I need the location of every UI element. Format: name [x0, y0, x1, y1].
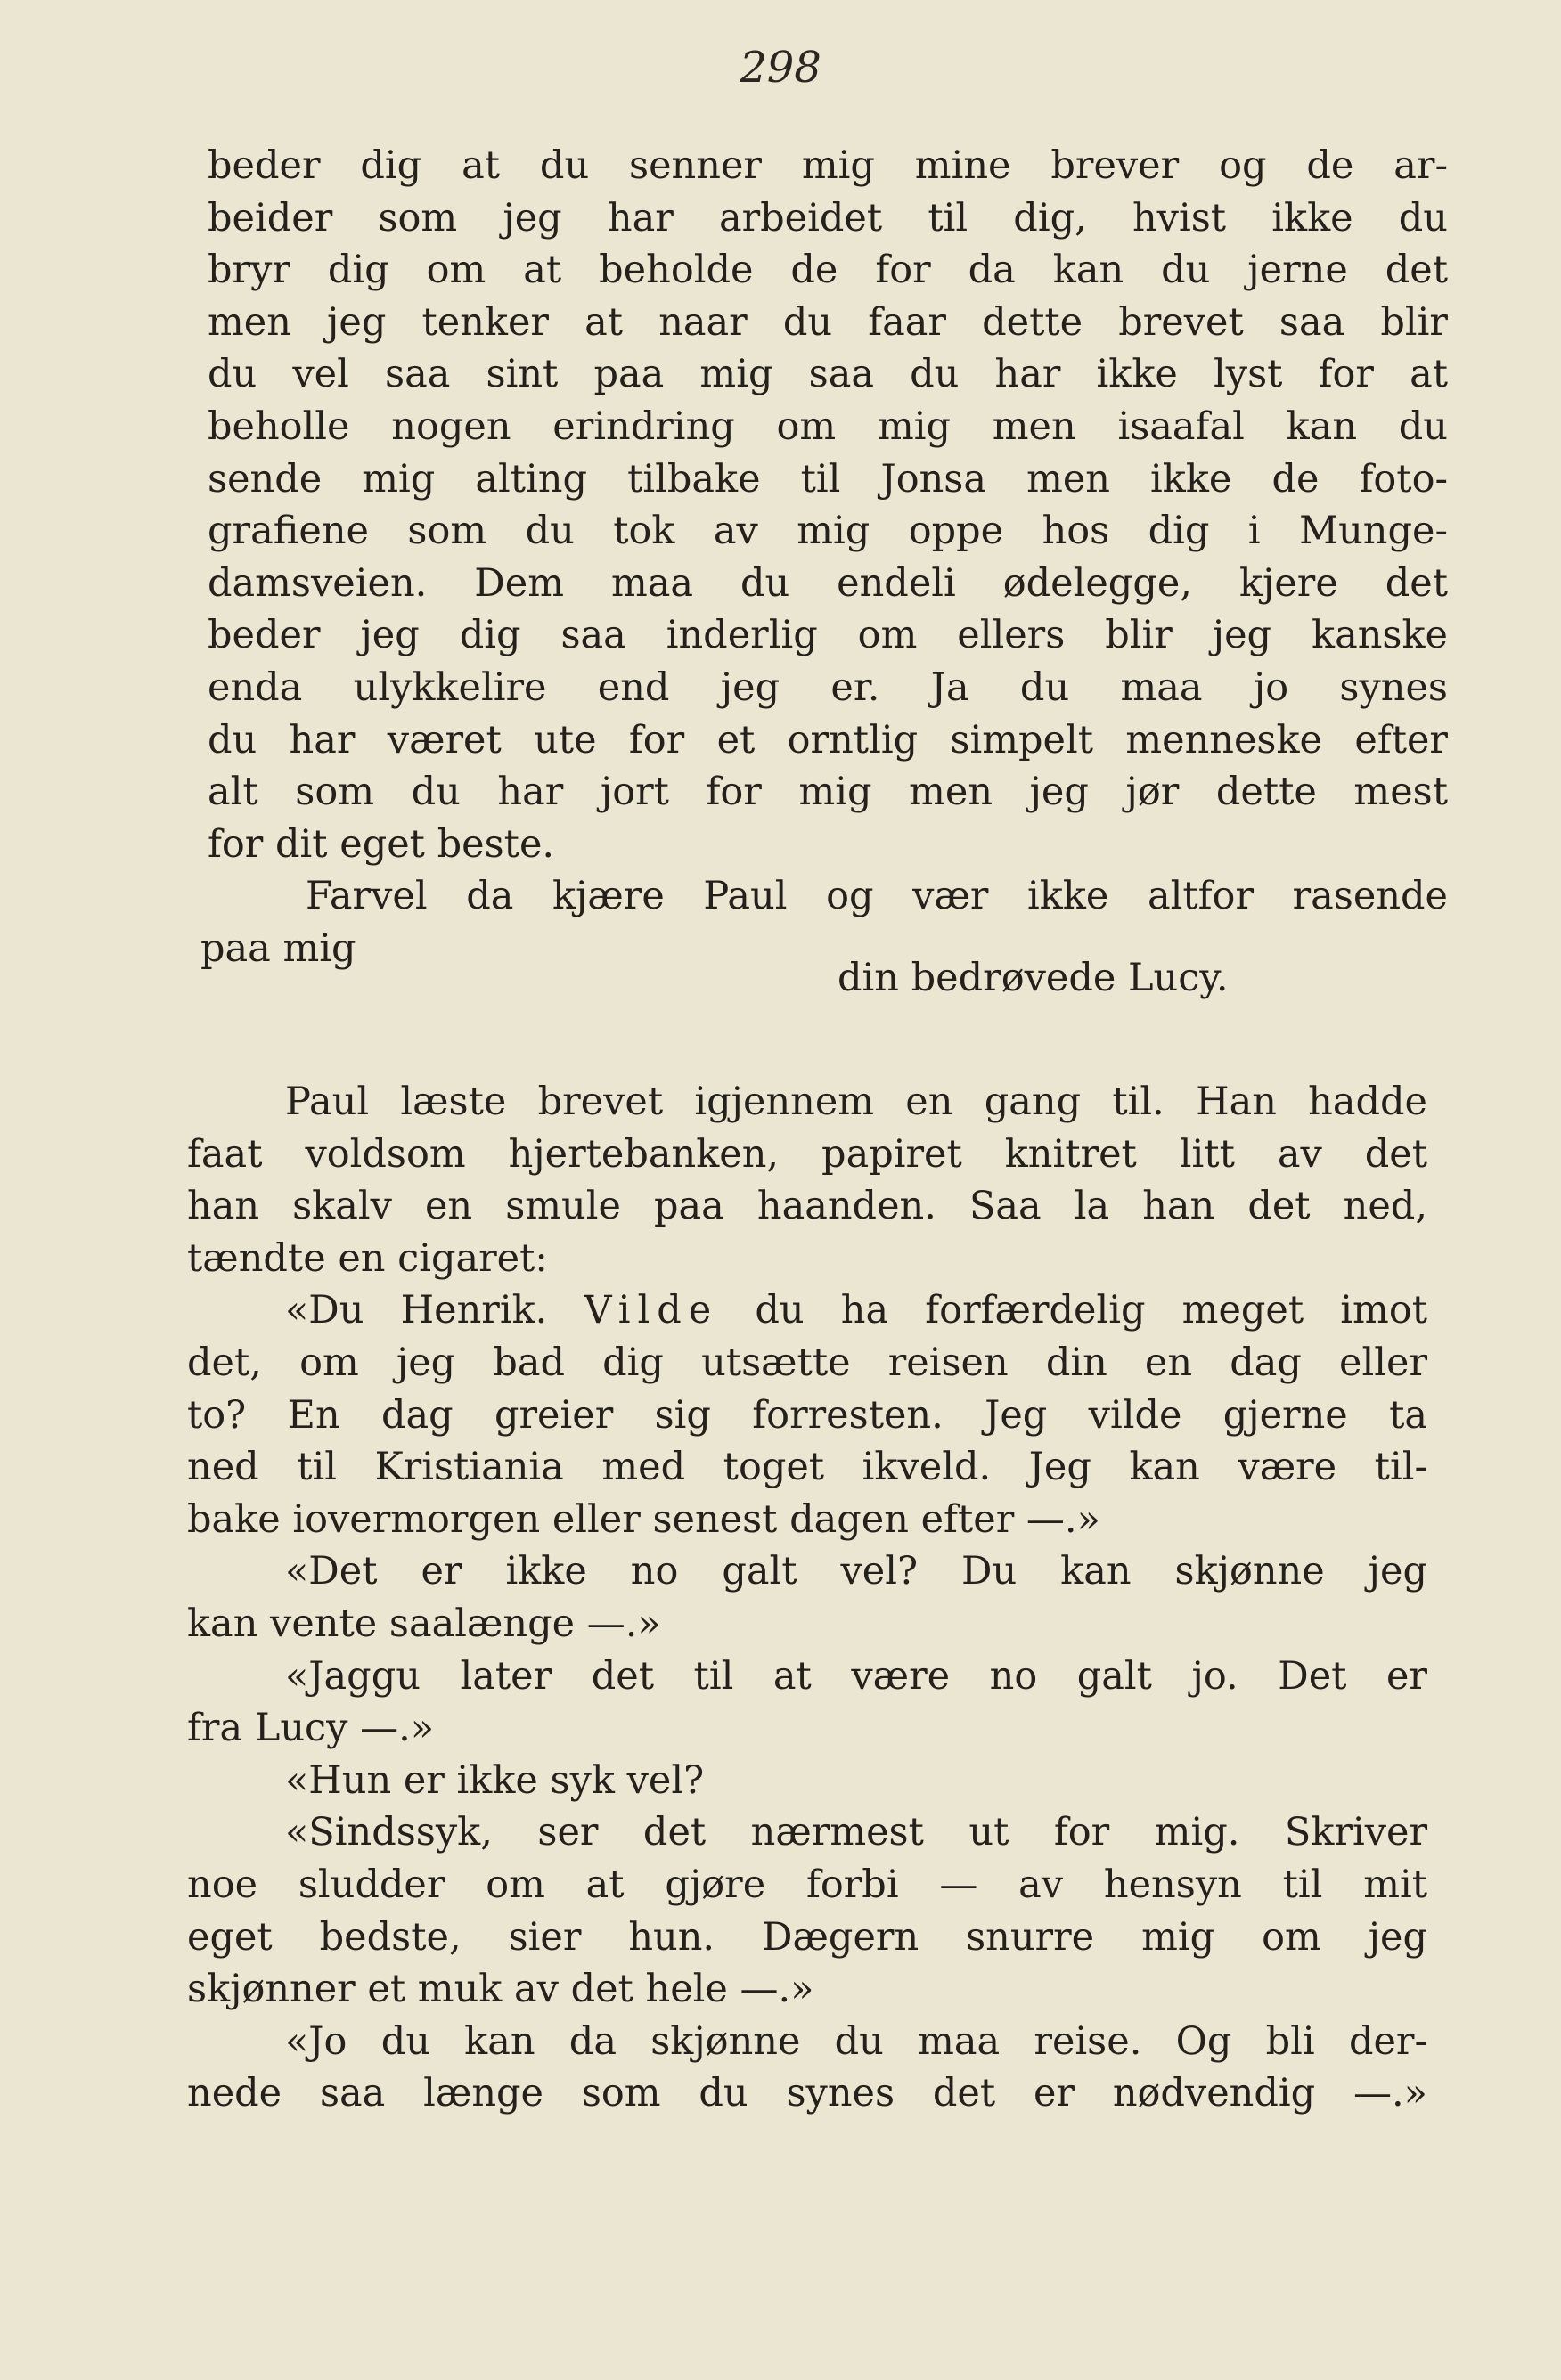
text-line: damsveien. Dem maa du endeli ødelegge, kjere det	[208, 560, 1448, 606]
text-line: det, om jeg bad dig utsætte reisen din en dag eller	[187, 1340, 1427, 1385]
text-line: noe sludder om at gjøre forbi — av hensyn til mit	[187, 1862, 1427, 1907]
text-line: faat voldsom hjertebanken, papiret knitret litt av det	[187, 1131, 1427, 1177]
letter-signature: din bedrøvede Lucy.	[838, 956, 1229, 1000]
text-line: ned til Kristiania med toget ikveld. Jeg kan være til-	[187, 1445, 1427, 1490]
text-line: for dit eget beste.	[208, 821, 555, 867]
text-line: bake iovermorgen eller senest dagen efter —.»	[187, 1496, 1100, 1542]
text-line: nede saa længe som du synes det er nødvendig —.»	[187, 2071, 1427, 2116]
greeting-tail: paa mig	[200, 926, 356, 971]
letter-body	[208, 140, 1448, 923]
farewell-line: Farvel da kjære Paul og vær ikke altfor rasende	[306, 874, 1448, 919]
text-line: alt som du har jort for mig men jeg jør dette mest	[208, 770, 1448, 815]
dialogue-line: «Hun er ikke syk vel?	[285, 1757, 705, 1803]
text-line: kan vente saalænge —.»	[187, 1601, 661, 1646]
dialogue-line: «Sindssyk, ser det nærmest ut for mig. Skriver	[285, 1810, 1427, 1855]
dialogue-line	[187, 1284, 1427, 1337]
dialogue-post: du ha forfærdelig meget imot	[718, 1288, 1427, 1333]
text-line: bryr dig om at beholde de for da kan du jerne det	[208, 248, 1448, 293]
text-line: beholle nogen erindring om mig men isaafal kan du	[208, 403, 1448, 449]
text-line: han skalv en smule paa haanden. Saa la han det ned,	[187, 1184, 1427, 1229]
text-line: men jeg tenker at naar du faar dette brevet saa blir	[208, 299, 1448, 345]
dialogue-pre: «Du Henrik.	[285, 1288, 584, 1333]
text-line: enda ulykkelire end jeg er. Ja du maa jo synes	[208, 664, 1448, 710]
text-line: Paul læste brevet igjennem en gang til. Han hadde	[285, 1080, 1427, 1124]
text-line: beider som jeg har arbeidet til dig, hvist ikke du	[208, 195, 1448, 240]
text-line: tændte en cigaret:	[187, 1235, 548, 1281]
narrative-body	[187, 1076, 1427, 2120]
text-line: beder dig at du senner mig mine brever og de ar-	[208, 143, 1448, 188]
text-line: grafiene som du tok av mig oppe hos dig i Munge-	[208, 509, 1448, 554]
dialogue-line: «Jo du kan da skjønne du maa reise. Og bli der-	[285, 2018, 1427, 2064]
text-line: du har været ute for et orntlig simpelt menneske efter	[208, 717, 1448, 762]
emphasized-word: Vilde	[584, 1288, 719, 1333]
text-line: du vel saa sint paa mig saa du har ikke lyst for at	[208, 352, 1448, 397]
dialogue-line: «Det er ikke no galt vel? Du kan skjønne jeg	[285, 1549, 1427, 1594]
text-line: sende mig alting tilbake til Jonsa men ikke de foto-	[208, 456, 1448, 501]
text-line: beder jeg dig saa inderlig om ellers blir jeg kanske	[208, 613, 1448, 658]
text-line: skjønner et muk av det hele —.»	[187, 1967, 814, 2012]
text-line: to? En dag greier sig forresten. Jeg vilde gjerne ta	[187, 1392, 1427, 1438]
text-line: fra Lucy —.»	[187, 1706, 435, 1751]
page-number: 298	[740, 43, 821, 93]
dialogue-line: «Jaggu later det til at være no galt jo. Det er	[285, 1653, 1427, 1699]
text-line: eget bedste, sier hun. Dægern snurre mig om jeg	[187, 1914, 1427, 1960]
